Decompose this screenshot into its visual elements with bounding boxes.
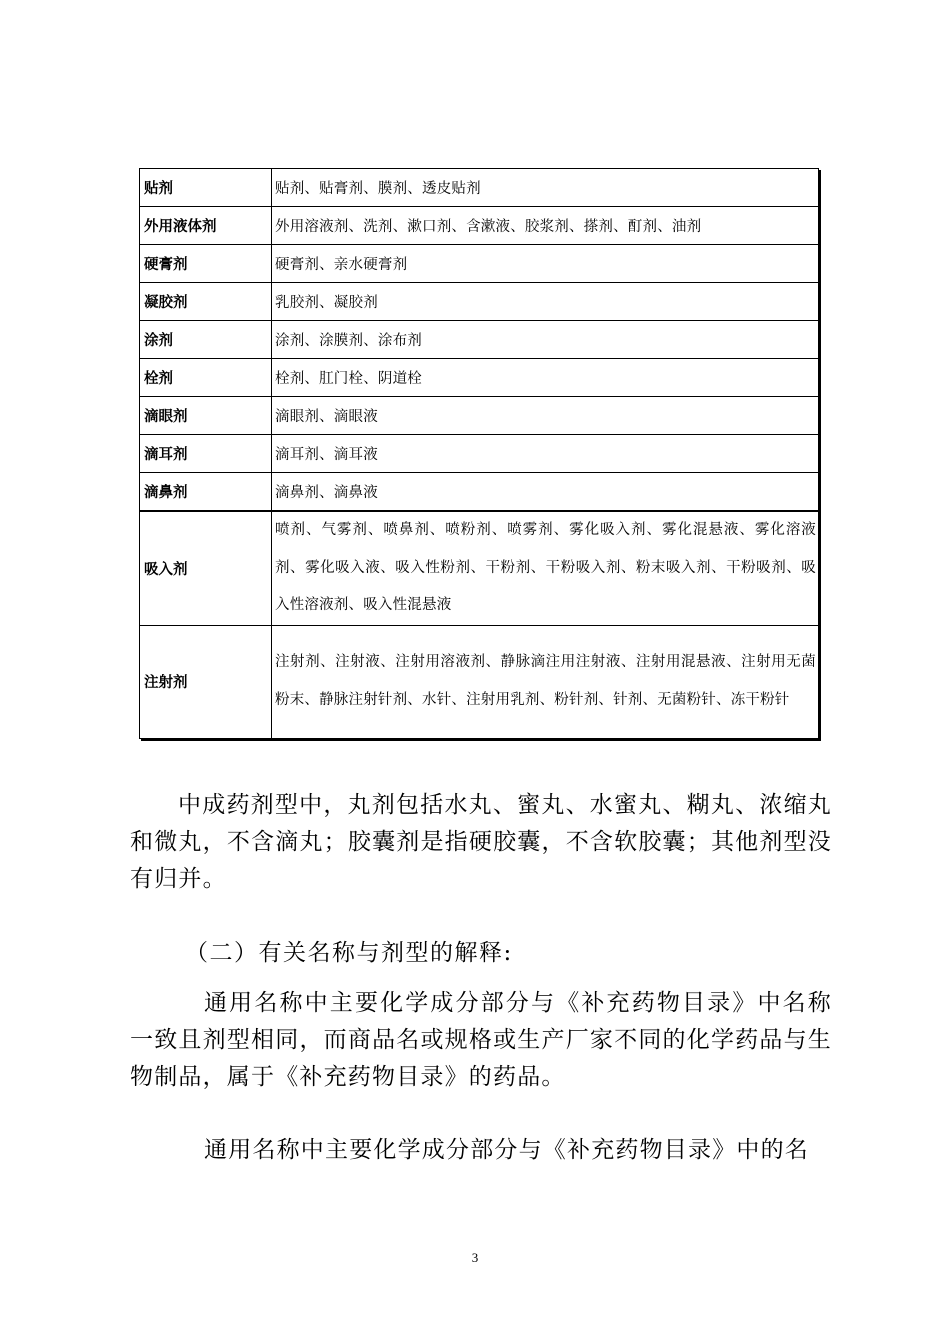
dosage-forms-cell: 乳胶剂、凝胶剂 xyxy=(272,283,819,321)
section-heading-name-explanation: （二）有关名称与剂型的解释: xyxy=(185,940,513,966)
paragraph-generic-name-rule-continued: 通用名称中主要化学成分部分与《补充药物目录》中的名 xyxy=(204,1137,809,1163)
dosage-type-cell: 贴剂 xyxy=(140,169,272,207)
table-row xyxy=(140,397,819,435)
dosage-type-cell: 栓剂 xyxy=(140,359,272,397)
paragraph-tcm-dosage-note: 中成药剂型中，丸剂包括水丸、蜜丸、水蜜丸、糊丸、浓缩丸和微丸，不含滴丸；胶囊剂是指硬胶囊，不含软胶囊；其他剂型没有归并。 xyxy=(130,792,832,892)
dosage-forms-cell: 涂剂、涂膜剂、涂布剂 xyxy=(272,321,819,359)
table-row xyxy=(140,169,819,207)
table-row xyxy=(140,359,819,397)
dosage-forms-cell: 喷剂、气雾剂、喷鼻剂、喷粉剂、喷雾剂、雾化吸入剂、雾化混悬液、雾化溶液剂、雾化吸入液、吸入性粉剂、干粉剂、干粉吸入剂、粉末吸入剂、干粉吸剂、吸入性溶液剂、吸入性混悬液 xyxy=(272,511,819,625)
dosage-type-cell: 注射剂 xyxy=(140,625,272,738)
dosage-type-cell: 滴眼剂 xyxy=(140,397,272,435)
table-row xyxy=(140,473,819,512)
dosage-forms-cell: 硬膏剂、亲水硬膏剂 xyxy=(272,245,819,283)
dosage-forms-cell: 栓剂、肛门栓、阴道栓 xyxy=(272,359,819,397)
table-row xyxy=(140,283,819,321)
table-row xyxy=(140,625,819,738)
page-number: 3 xyxy=(471,1250,479,1265)
table-row xyxy=(140,207,819,245)
dosage-forms-cell: 滴鼻剂、滴鼻液 xyxy=(272,473,819,512)
table-row xyxy=(140,511,819,625)
dosage-forms-cell: 滴眼剂、滴眼液 xyxy=(272,397,819,435)
dosage-type-cell: 外用液体剂 xyxy=(140,207,272,245)
dosage-forms-cell: 贴剂、贴膏剂、膜剂、透皮贴剂 xyxy=(272,169,819,207)
table-row xyxy=(140,435,819,473)
dosage-forms-cell: 外用溶液剂、洗剂、漱口剂、含漱液、胶浆剂、搽剂、酊剂、油剂 xyxy=(272,207,819,245)
dosage-type-cell: 滴耳剂 xyxy=(140,435,272,473)
dosage-type-cell: 涂剂 xyxy=(140,321,272,359)
dosage-type-cell: 滴鼻剂 xyxy=(140,473,272,512)
dosage-forms-cell: 注射剂、注射液、注射用溶液剂、静脉滴注用注射液、注射用混悬液、注射用无菌粉末、静脉注射针剂、水针、注射用乳剂、粉针剂、针剂、无菌粉针、冻干粉针 xyxy=(272,625,819,738)
dosage-form-table xyxy=(139,168,819,739)
dosage-forms-cell: 滴耳剂、滴耳液 xyxy=(272,435,819,473)
table-row xyxy=(140,321,819,359)
table-row xyxy=(140,245,819,283)
dosage-type-cell: 吸入剂 xyxy=(140,511,272,625)
dosage-type-cell: 硬膏剂 xyxy=(140,245,272,283)
dosage-type-cell: 凝胶剂 xyxy=(140,283,272,321)
paragraph-generic-name-rule: 通用名称中主要化学成分部分与《补充药物目录》中名称一致且剂型相同，而商品名或规格或生产厂家不同的化学药品与生物制品，属于《补充药物目录》的药品。 xyxy=(130,990,832,1090)
